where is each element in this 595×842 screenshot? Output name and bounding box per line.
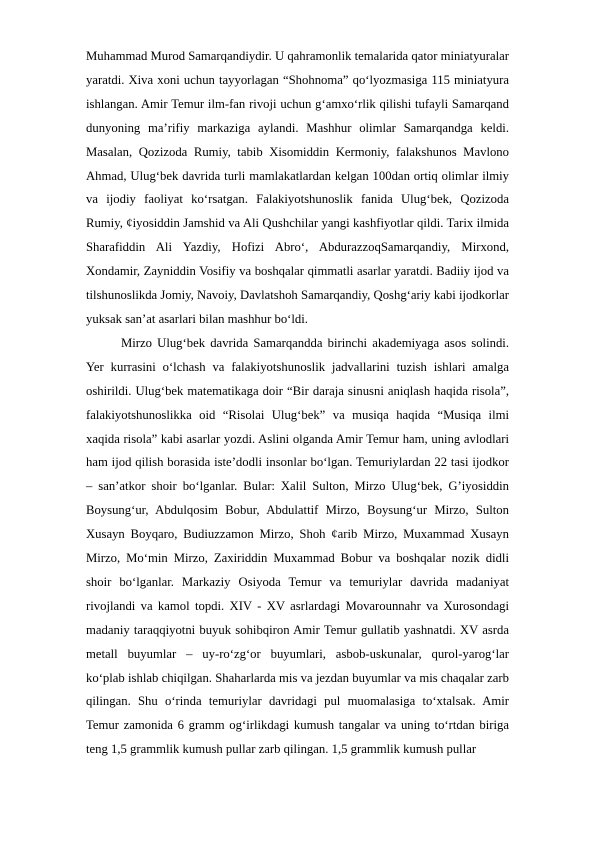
paragraph-2: Mirzo Ulug‘bek davrida Samarqandda birinchi akademiyaga asos solindi. Yer kurrasini o‘lchash va falakiyotshunoslik jadvallarini tuzish ishlari amalga oshirildi. Ulug‘bek matematikaga doir “Bir daraja sinusni aniqlash haqida risola”, falakiyotshunoslikka oid “Risolai Ulug‘bek” va musiqa haqida “Musiqa ilmi xaqida risola” kabi asarlar yozdi. Aslini olganda Amir Temur ham, uning avlodlari ham ijod qilish borasida iste’dodli insonlar bo‘lgan. Temuriylardan 22 tasi ijodkor – san’atkor shoir bo‘lganlar. Bular: Xalil Sulton, Mirzo Ulug‘bek, G’iyosiddin Boysung‘ur, Abdulqosim Bobur, Abdulattif Mirzo, Boysung‘ur Mirzo, Sulton Xusayn Boyqaro, Budiuzzamon Mirzo, Shoh ¢arib Mirzo, Muxammad Xusayn Mirzo, Mo‘min Mirzo, Zaxiriddin Muxammad Bobur va boshqalar nozik didli shoir bo‘lganlar. Markaziy Osiyoda Temur va temuriylar davrida madaniyat rivojlandi va kamol topdi. XIV - XV asrlardagi Movarounnahr va Xurosondagi madaniy taraqqiyotni buyuk sohibqiron Amir Temur gullatib yashnatdi. XV asrda metall buyumlar – uy-ro‘zg‘or buyumlari, asbob-uskunalar, qurol-yarog‘lar ko‘plab ishlab chiqilgan. Shaharlarda mis va jezdan buyumlar va mis chaqalar zarb qilingan. Shu o‘rinda temuriylar davridagi pul muomalasiga to‘xtalsak. Amir Temur zamonida 6 gramm og‘irlikdagi kumush tangalar va uning to‘rtdan biriga teng 1,5 grammlik kumush pullar zarb qilingan. 1,5 grammlik kumush pullar — [86, 335, 509, 757]
paragraph-1: Muhammad Murod Samarqandiydir. U qahramonlik temalarida qator miniatyuralar yaratdi. Xiva xoni uchun tayyorlagan “Shohnoma” qo‘lyozmasiga 115 miniatyura ishlangan. Amir Temur ilm-fan rivoji uchun g‘amxo‘rlik qilishi tufayli Samarqand dunyoning ma’rifiy markaziga aylandi. Mashhur olimlar Samarqandga keldi. Masalan, Qozizoda Rumiy, tabib Xisomiddin Kermoniy, falakshunos Mavlono Ahmad, Ulug‘bek davrida turli mamlakatlardan kelgan 100dan ortiq olimlar ilmiy va ijodiy faoliyat ko‘rsatgan. Falakiyotshunoslik fanida Ulug‘bek, Qozizoda Rumiy, ¢iyosiddin Jamshid va Ali Qushchilar yangi kashfiyotlar qildi. Tarix ilmida Sharafiddin Ali Yazdiy, Hofizi Abro‘, AbdurazzoqSamarqandiy, Mirxond, Xondamir, Zayniddin Vosifiy va boshqalar qimmatli asarlar yaratdi. Badiiy ijod va tilshunoslikda Jomiy, Navoiy, Davlatshoh Samarqandiy, Qoshg‘ariy kabi ijodkorlar yuksak san’at asarlari bilan mashhur bo‘ldi. — [86, 49, 509, 326]
document-page — [86, 45, 509, 762]
